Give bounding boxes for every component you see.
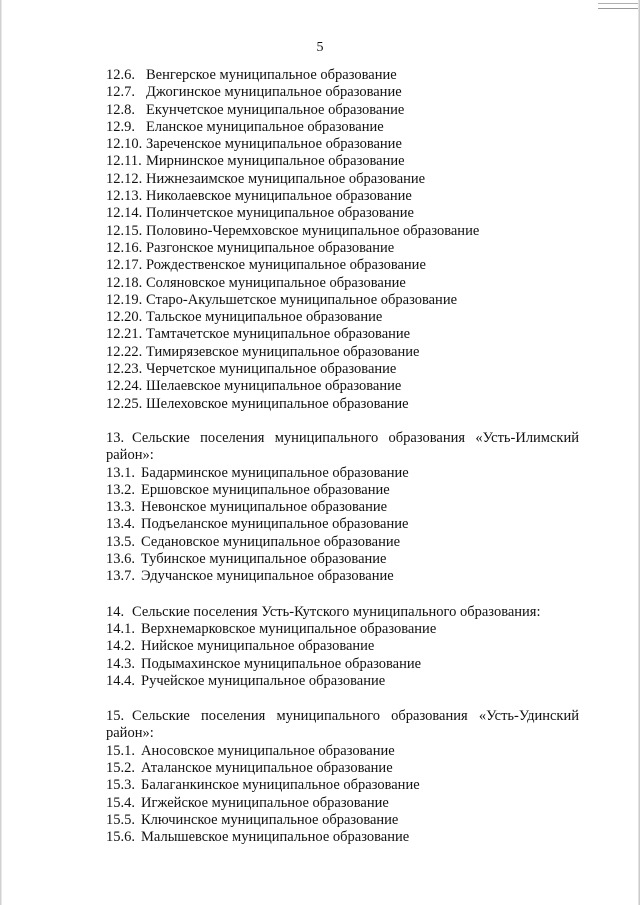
list-item (106, 829, 579, 846)
list-section-12 (106, 67, 579, 413)
list-item (106, 223, 579, 240)
section-gap (106, 690, 579, 708)
section-gap (106, 586, 579, 604)
list-item (106, 656, 579, 673)
item-number: 12.24. (106, 378, 143, 395)
item-text: Подъеланское муниципальное образование (141, 516, 409, 533)
item-number: 12.21. (106, 326, 143, 343)
item-text: Мирнинское муниципальное образование (146, 153, 405, 170)
item-text: Полинчетское муниципальное образование (146, 205, 414, 222)
item-number: 12.9. (106, 118, 135, 135)
list-item (106, 534, 579, 551)
item-text: Тальское муниципальное образование (146, 309, 383, 326)
item-text: Шелаевское муниципальное образование (146, 378, 402, 395)
item-text: Тимирязевское муниципальное образование (146, 343, 420, 360)
section-number: 14. (106, 603, 125, 620)
item-number: 12.15. (106, 222, 143, 239)
list-item (106, 326, 579, 343)
list-item (106, 205, 579, 222)
item-text: Нижнезаимское муниципальное образование (146, 170, 426, 187)
item-number: 15.4. (106, 794, 135, 811)
item-text: Игжейское муниципальное образование (141, 794, 389, 811)
item-number: 15.6. (106, 829, 135, 846)
list-item (106, 516, 579, 533)
item-text: Черчетское муниципальное образование (146, 361, 397, 378)
item-number: 15.5. (106, 811, 135, 828)
item-text: Шелеховское муниципальное образование (146, 395, 409, 412)
item-number: 12.23. (106, 361, 143, 378)
item-number: 14.4. (106, 672, 135, 689)
item-number: 12.11. (106, 153, 142, 170)
list-item (106, 465, 579, 482)
item-text: Джогинское муниципальное образование (146, 84, 402, 101)
item-number: 14.3. (106, 655, 135, 672)
item-text: Нийское муниципальное образование (141, 638, 375, 655)
list-item (106, 795, 579, 812)
list-item (106, 482, 579, 499)
list-item (106, 153, 579, 170)
item-text: Малышевское муниципальное образование (141, 829, 410, 846)
list-item (106, 84, 579, 101)
section-13-heading (106, 430, 579, 465)
item-number: 12.10. (106, 136, 143, 153)
list-item (106, 257, 579, 274)
list-section-15 (106, 743, 579, 847)
item-text: Рождественское муниципальное образование (146, 257, 426, 274)
item-number: 12.14. (106, 205, 143, 222)
item-number: 13.3. (106, 499, 135, 516)
list-item (106, 638, 579, 655)
item-text: Тамтачетское муниципальное образование (146, 326, 411, 343)
list-item (106, 344, 579, 361)
item-number: 13.4. (106, 516, 135, 533)
section-gap (106, 413, 579, 430)
item-number: 12.16. (106, 239, 143, 256)
list-item (106, 621, 579, 638)
item-number: 12.20. (106, 309, 143, 326)
section-number: 15. (106, 708, 125, 725)
section-heading-text: Сельские поселения Усть-Кутского муниципального образования: (132, 603, 541, 620)
page-number: 5 (316, 40, 324, 55)
item-number: 13.6. (106, 551, 135, 568)
item-text: Венгерское муниципальное образование (146, 67, 397, 83)
list-item (106, 378, 579, 395)
item-text: Соляновское муниципальное образование (146, 274, 406, 291)
item-text: Балаганкинское муниципальное образование (141, 777, 420, 794)
item-text: Разгонское муниципальное образование (146, 239, 395, 256)
item-text: Еланское муниципальное образование (146, 118, 384, 135)
list-item (106, 67, 579, 84)
item-text: Аносовское муниципальное образование (141, 742, 395, 759)
section-number: 13. (106, 429, 125, 446)
item-text: Аталанское муниципальное образование (141, 759, 393, 776)
list-item (106, 361, 579, 378)
list-item (106, 673, 579, 690)
item-number: 12.22. (106, 343, 143, 360)
item-text: Екунчетское муниципальное образование (146, 101, 405, 118)
item-number: 12.18. (106, 274, 143, 291)
list-item (106, 292, 579, 309)
item-text: Зареченское муниципальное образование (146, 136, 402, 153)
list-item (106, 499, 579, 516)
document-body (106, 67, 579, 846)
list-item (106, 188, 579, 205)
item-number: 12.8. (106, 101, 135, 118)
list-item (106, 760, 579, 777)
item-number: 14.1. (106, 620, 135, 637)
item-text: Седановское муниципальное образование (141, 533, 401, 550)
item-number: 12.7. (106, 84, 135, 101)
list-section-14 (106, 621, 579, 690)
item-number: 12.13. (106, 188, 143, 205)
item-number: 15.1. (106, 742, 135, 759)
list-item (106, 551, 579, 568)
list-item (106, 240, 579, 257)
section-15-heading (106, 708, 579, 743)
item-number: 12.25. (106, 395, 143, 412)
list-item (106, 743, 579, 760)
item-number: 12.17. (106, 257, 143, 274)
list-item (106, 136, 579, 153)
item-text: Николаевское муниципальное образование (146, 188, 412, 205)
item-number: 12.12. (106, 170, 143, 187)
item-number: 13.2. (106, 481, 135, 498)
item-number: 13.1. (106, 464, 135, 481)
item-text: Бадарминское муниципальное образование (141, 464, 409, 481)
item-text: Старо-Акульшетское муниципальное образование (146, 291, 458, 308)
list-section-13 (106, 465, 579, 586)
item-number: 14.2. (106, 638, 135, 655)
list-item (106, 396, 579, 413)
item-text: Ручейское муниципальное образование (141, 672, 386, 689)
section-heading-text: Сельские поселения муниципального образования «Усть-Удинский район»: (106, 708, 579, 742)
item-text: Эдучанское муниципальное образование (141, 568, 394, 585)
item-text: Верхнемарковское муниципальное образование (141, 620, 437, 637)
scan-corner-marks (598, 0, 638, 9)
item-number: 13.5. (106, 533, 135, 550)
section-heading-text: Сельские поселения муниципального образования «Усть-Илимский район»: (106, 429, 579, 464)
list-item (106, 777, 579, 794)
list-item (106, 119, 579, 136)
item-number: 13.7. (106, 568, 135, 585)
item-text: Тубинское муниципальное образование (141, 551, 387, 568)
item-text: Невонское муниципальное образование (141, 499, 388, 516)
list-item (106, 309, 579, 326)
list-item (106, 102, 579, 119)
item-text: Ключинское муниципальное образование (141, 811, 399, 828)
list-item (106, 171, 579, 188)
item-text: Подымахинское муниципальное образование (141, 655, 422, 672)
section-14-heading (106, 604, 579, 621)
item-text: Половино-Черемховское муниципальное образование (146, 222, 480, 239)
item-number: 15.3. (106, 777, 135, 794)
list-item (106, 812, 579, 829)
item-number: 12.19. (106, 291, 143, 308)
item-text: Ершовское муниципальное образование (141, 481, 390, 498)
item-number: 15.2. (106, 759, 135, 776)
item-number: 12.6. (106, 67, 135, 83)
list-item (106, 568, 579, 585)
scan-edge-left (0, 0, 2, 905)
list-item (106, 275, 579, 292)
